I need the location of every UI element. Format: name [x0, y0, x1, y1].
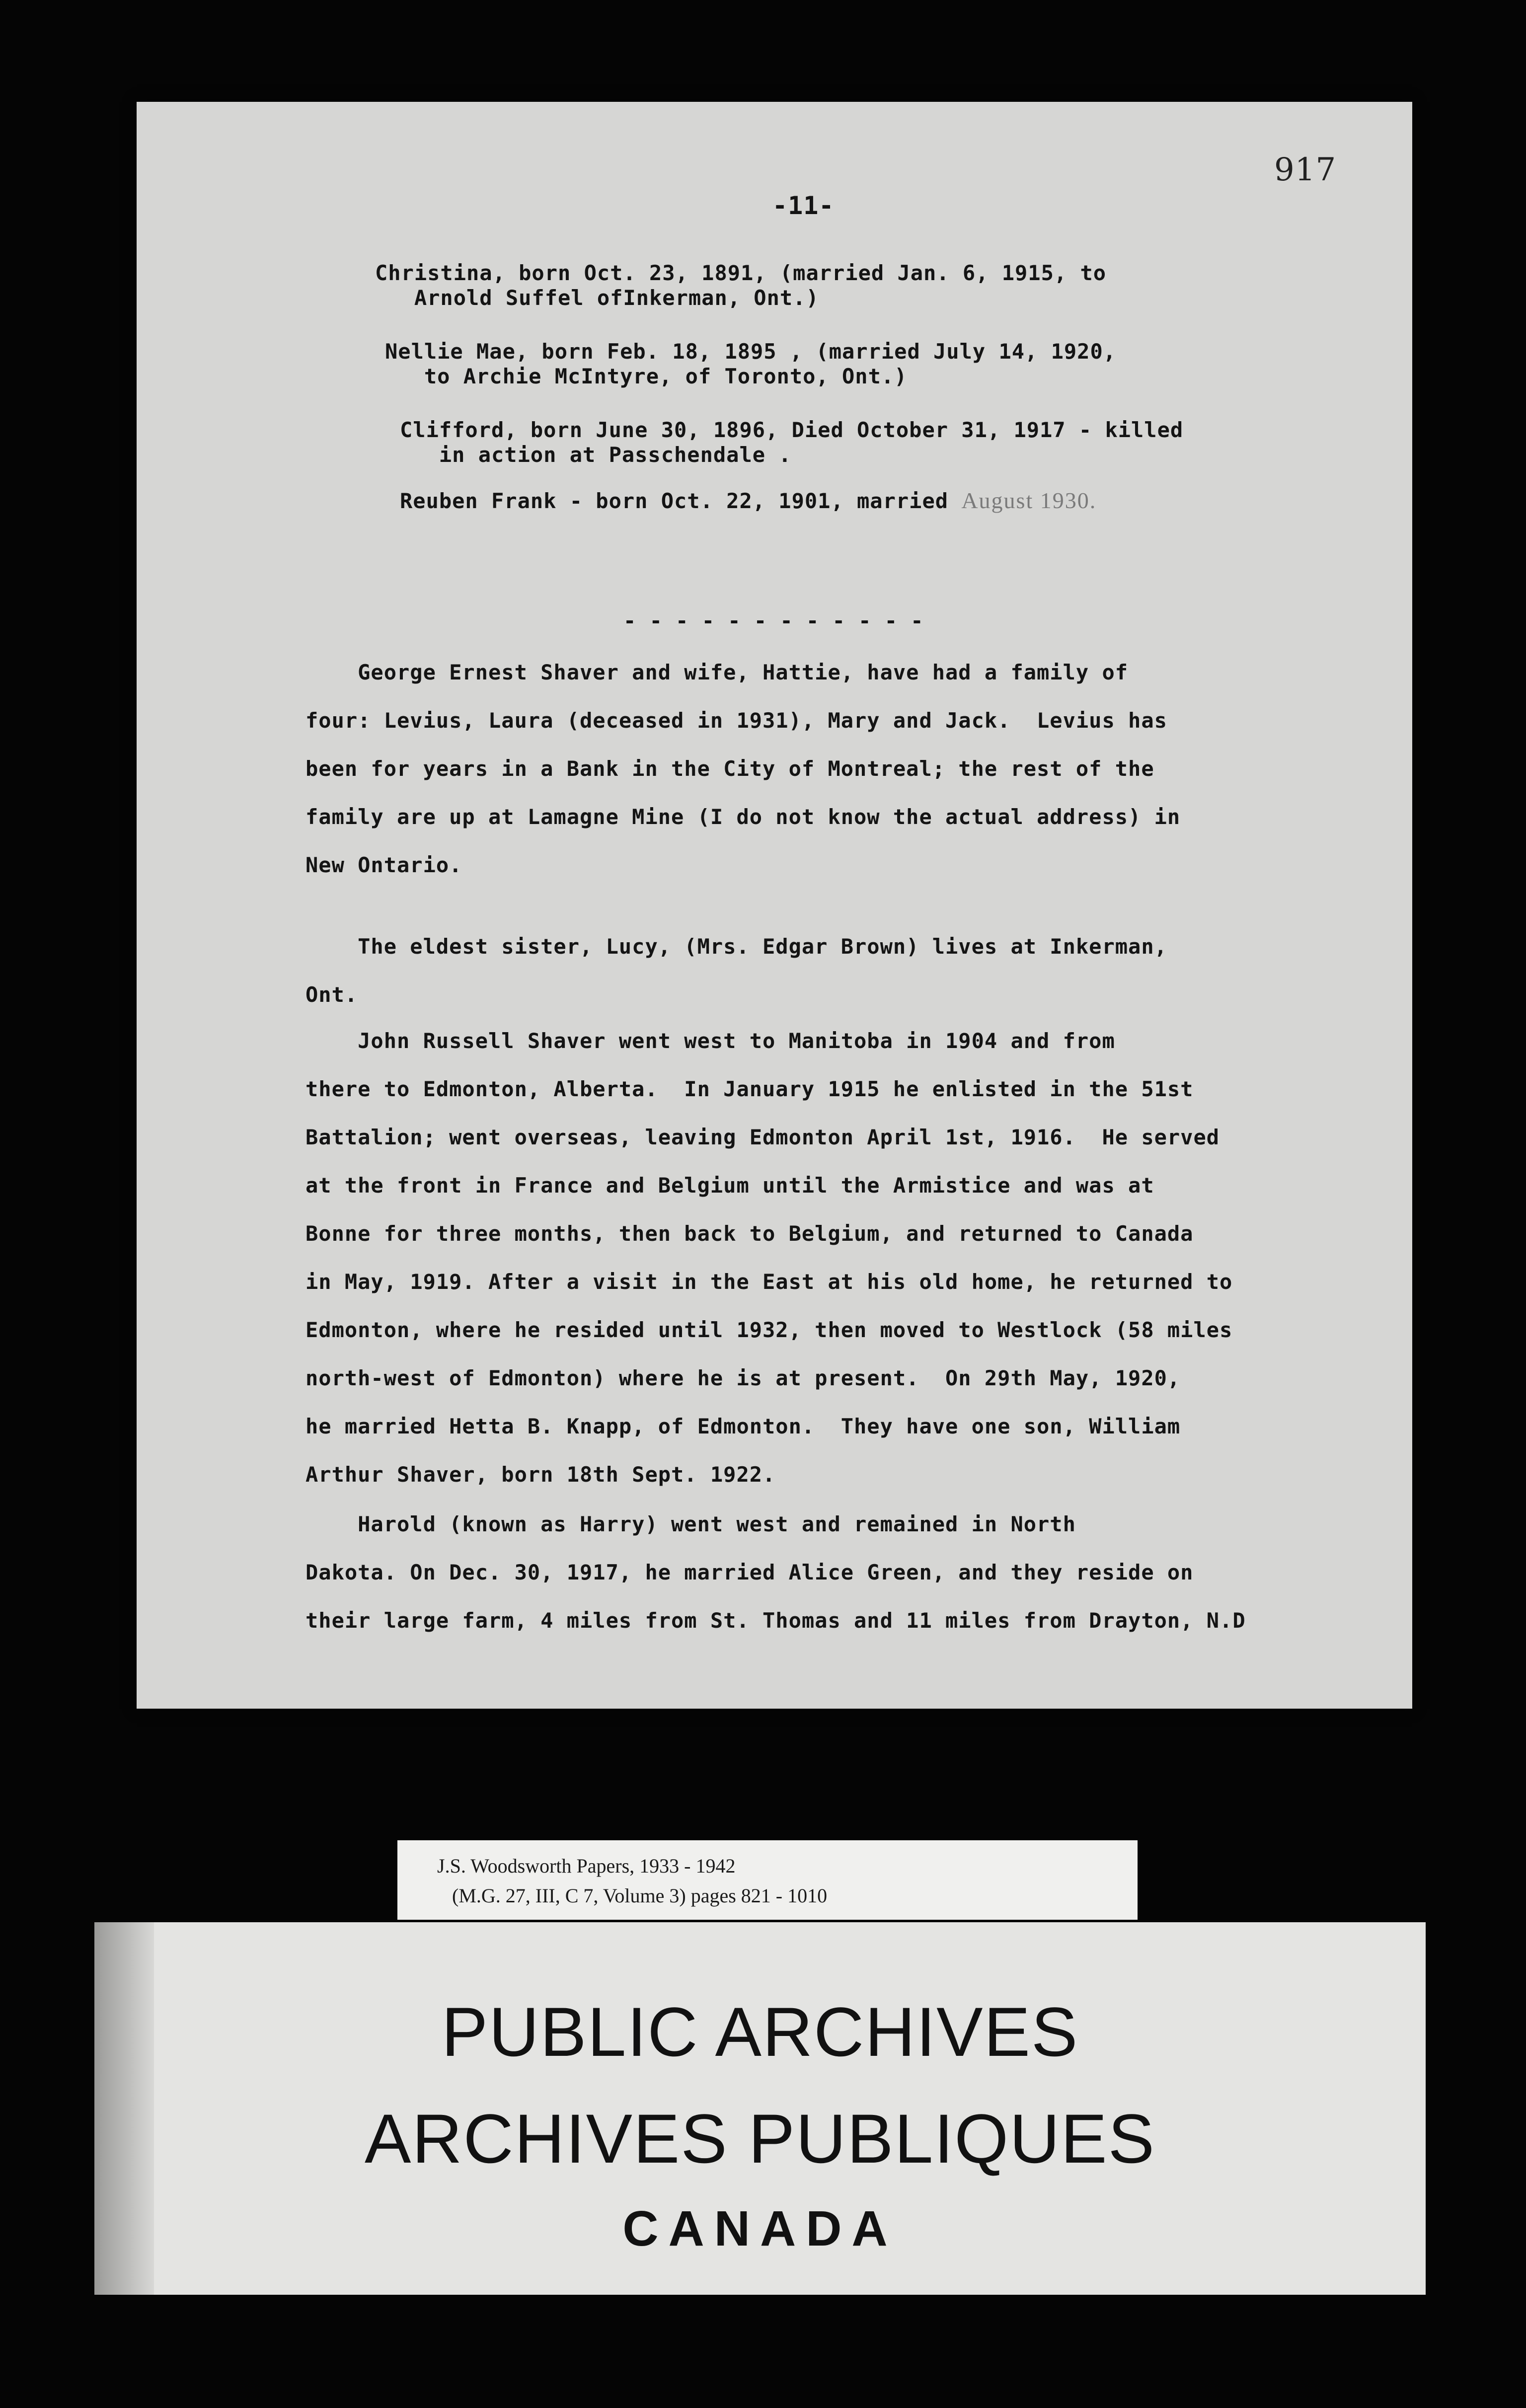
section-separator: - - - - - - - - - - - - — [623, 608, 924, 633]
para-line: The eldest sister, Lucy, (Mrs. Edgar Brown) lives at Inkerman, — [305, 934, 1167, 959]
para-line: at the front in France and Belgium until the Armistice and was at — [305, 1173, 1154, 1198]
paragraph-george — [305, 648, 1180, 889]
para-line: John Russell Shaver went west to Manitoba in 1904 and from — [305, 1029, 1115, 1053]
para-line: north-west of Edmonton) where he is at present. On 29th May, 1920, — [305, 1366, 1181, 1390]
entry-line: in action at Passchendale . — [400, 443, 792, 467]
handwritten-annotation: August 1930. — [961, 488, 1097, 513]
entry-reuben — [400, 488, 1096, 514]
entry-line: Clifford, born June 30, 1896, Died October 31, 1917 - killed — [400, 418, 1184, 442]
entry-line: Reuben Frank - born Oct. 22, 1901, married — [400, 489, 949, 513]
paragraph-john — [305, 1017, 1232, 1499]
para-line: Arthur Shaver, born 18th Sept. 1922. — [305, 1462, 776, 1487]
entry-line: Arnold Suffel ofInkerman, Ont.) — [375, 286, 819, 310]
para-line: Battalion; went overseas, leaving Edmonton April 1st, 1916. He served — [305, 1125, 1220, 1149]
para-line: in May, 1919. After a visit in the East at his old home, he returned to — [305, 1270, 1233, 1294]
entry-clifford — [400, 418, 1183, 467]
page-number: -11- — [772, 191, 835, 220]
collection-label — [397, 1840, 1138, 1920]
para-line: four: Levius, Laura (deceased in 1931), Mary and Jack. Levius has — [305, 708, 1167, 733]
archive-title-en: PUBLIC ARCHIVES — [441, 1993, 1079, 2071]
archive-title-fr: ARCHIVES PUBLIQUES — [365, 2100, 1155, 2178]
para-line: Edmonton, where he resided until 1932, then moved to Westlock (58 miles — [305, 1318, 1233, 1342]
para-line: Harold (known as Harry) went west and remained in North — [305, 1512, 1076, 1536]
collection-label-line2: (M.G. 27, III, C 7, Volume 3) pages 821 - 1010 — [452, 1884, 828, 1907]
para-line: he married Hetta B. Knapp, of Edmonton. They have one son, William — [305, 1414, 1181, 1438]
entry-line: to Archie McIntyre, of Toronto, Ont.) — [385, 364, 908, 388]
paragraph-harold — [305, 1500, 1246, 1645]
para-line: their large farm, 4 miles from St. Thomas and 11 miles from Drayton, N.D — [305, 1608, 1246, 1633]
archive-card — [94, 1922, 1426, 2295]
entry-line: Nellie Mae, born Feb. 18, 1895 , (married July 14, 1920, — [385, 339, 1117, 364]
para-line: there to Edmonton, Alberta. In January 1915 he enlisted in the 51st — [305, 1077, 1194, 1101]
document-page — [137, 102, 1412, 1709]
para-line: New Ontario. — [305, 853, 462, 877]
para-line: been for years in a Bank in the City of Montreal; the rest of the — [305, 756, 1154, 781]
collection-label-line1: J.S. Woodsworth Papers, 1933 - 1942 — [437, 1855, 736, 1877]
para-line: Bonne for three months, then back to Belgium, and returned to Canada — [305, 1221, 1194, 1246]
para-line: family are up at Lamagne Mine (I do not know the actual address) in — [305, 805, 1181, 829]
paragraph-lucy — [305, 922, 1167, 1019]
para-line: Ont. — [305, 982, 358, 1007]
entry-nellie — [385, 339, 1116, 389]
archive-country: CANADA — [622, 2201, 898, 2257]
para-line: Dakota. On Dec. 30, 1917, he married Alice Green, and they reside on — [305, 1560, 1194, 1584]
folio-number: 917 — [1274, 151, 1337, 188]
entry-line: Christina, born Oct. 23, 1891, (married Jan. 6, 1915, to — [375, 261, 1107, 285]
entry-christina — [375, 261, 1106, 310]
para-line: George Ernest Shaver and wife, Hattie, have had a family of — [305, 660, 1129, 684]
